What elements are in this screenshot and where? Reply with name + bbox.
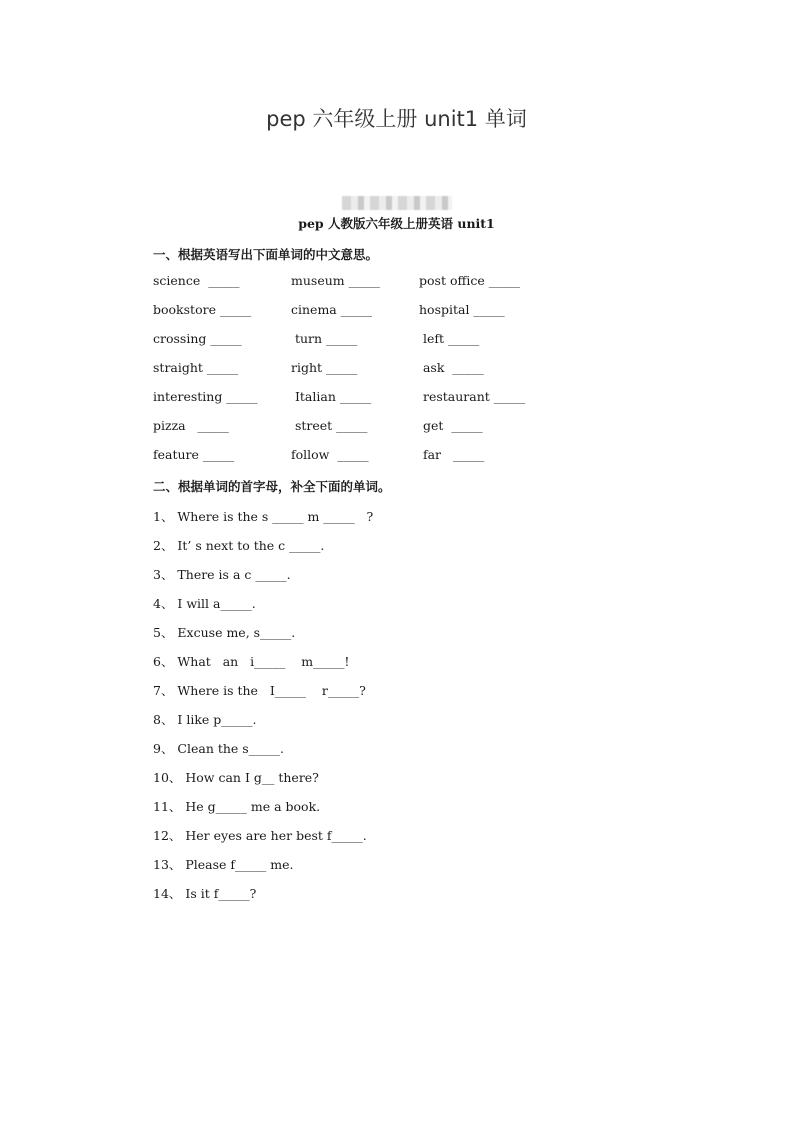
vocab-row — [153, 447, 485, 465]
exercise-item: 5、 Excuse me, s_____. — [153, 625, 296, 640]
vocab-item: left _____ — [419, 331, 480, 346]
vocab-item: Italian _____ — [291, 389, 372, 404]
vocab-row — [153, 389, 526, 407]
exercise-item: 10、 How can I g__ there? — [153, 770, 319, 785]
vocab-item: right _____ — [291, 360, 358, 375]
exercise-item: 6、 What an i_____ m_____! — [153, 654, 350, 669]
exercise-item: 8、 I like p_____. — [153, 712, 257, 727]
vocab-item: museum _____ — [291, 273, 380, 288]
vocab-item: get _____ — [419, 418, 483, 433]
vocab-row — [153, 418, 483, 436]
exercise-item: 12、 Her eyes are her best f_____. — [153, 828, 367, 843]
vocab-row — [153, 331, 480, 349]
exercise-item: 2、 It’ s next to the c _____. — [153, 538, 325, 553]
vocab-item: far _____ — [419, 447, 485, 462]
exercise-item: 3、 There is a c _____. — [153, 567, 291, 582]
blurred-watermark — [342, 196, 452, 210]
exercise-item: 14、 Is it f_____? — [153, 886, 257, 901]
vocab-item: science _____ — [153, 273, 240, 288]
page-title: pep 六年级上册 unit1 单词 — [266, 107, 527, 131]
vocab-item: crossing _____ — [153, 331, 242, 346]
exercise-item: 9、 Clean the s_____. — [153, 741, 284, 756]
vocab-item: turn _____ — [291, 331, 358, 346]
vocab-item: restaurant _____ — [419, 389, 526, 404]
section-2-heading: 二、根据单词的首字母，补全下面的单词。 — [153, 479, 391, 494]
vocab-item: straight _____ — [153, 360, 239, 375]
exercise-item: 7、 Where is the I_____ r_____? — [153, 683, 366, 698]
vocab-item: hospital _____ — [419, 302, 505, 317]
vocab-item: post office _____ — [419, 273, 520, 288]
exercise-item: 13、 Please f_____ me. — [153, 857, 294, 872]
vocab-item: cinema _____ — [291, 302, 372, 317]
vocab-row — [153, 302, 505, 320]
vocab-item: follow _____ — [291, 447, 369, 462]
vocab-item: ask _____ — [419, 360, 484, 375]
vocab-item: interesting _____ — [153, 389, 258, 404]
vocab-item: pizza _____ — [153, 418, 229, 433]
vocab-item: feature _____ — [153, 447, 235, 462]
vocab-item: bookstore _____ — [153, 302, 252, 317]
exercise-item: 4、 I will a_____. — [153, 596, 256, 611]
document-subtitle: pep 人教版六年级上册英语 unit1 — [298, 216, 495, 231]
vocab-row — [153, 360, 484, 378]
section-1-heading: 一、根据英语写出下面单词的中文意思。 — [153, 247, 379, 262]
exercise-item: 11、 He g_____ me a book. — [153, 799, 321, 814]
vocab-row — [153, 273, 520, 291]
vocab-item: street _____ — [291, 418, 368, 433]
exercise-item: 1、 Where is the s _____ m _____ ? — [153, 509, 374, 524]
